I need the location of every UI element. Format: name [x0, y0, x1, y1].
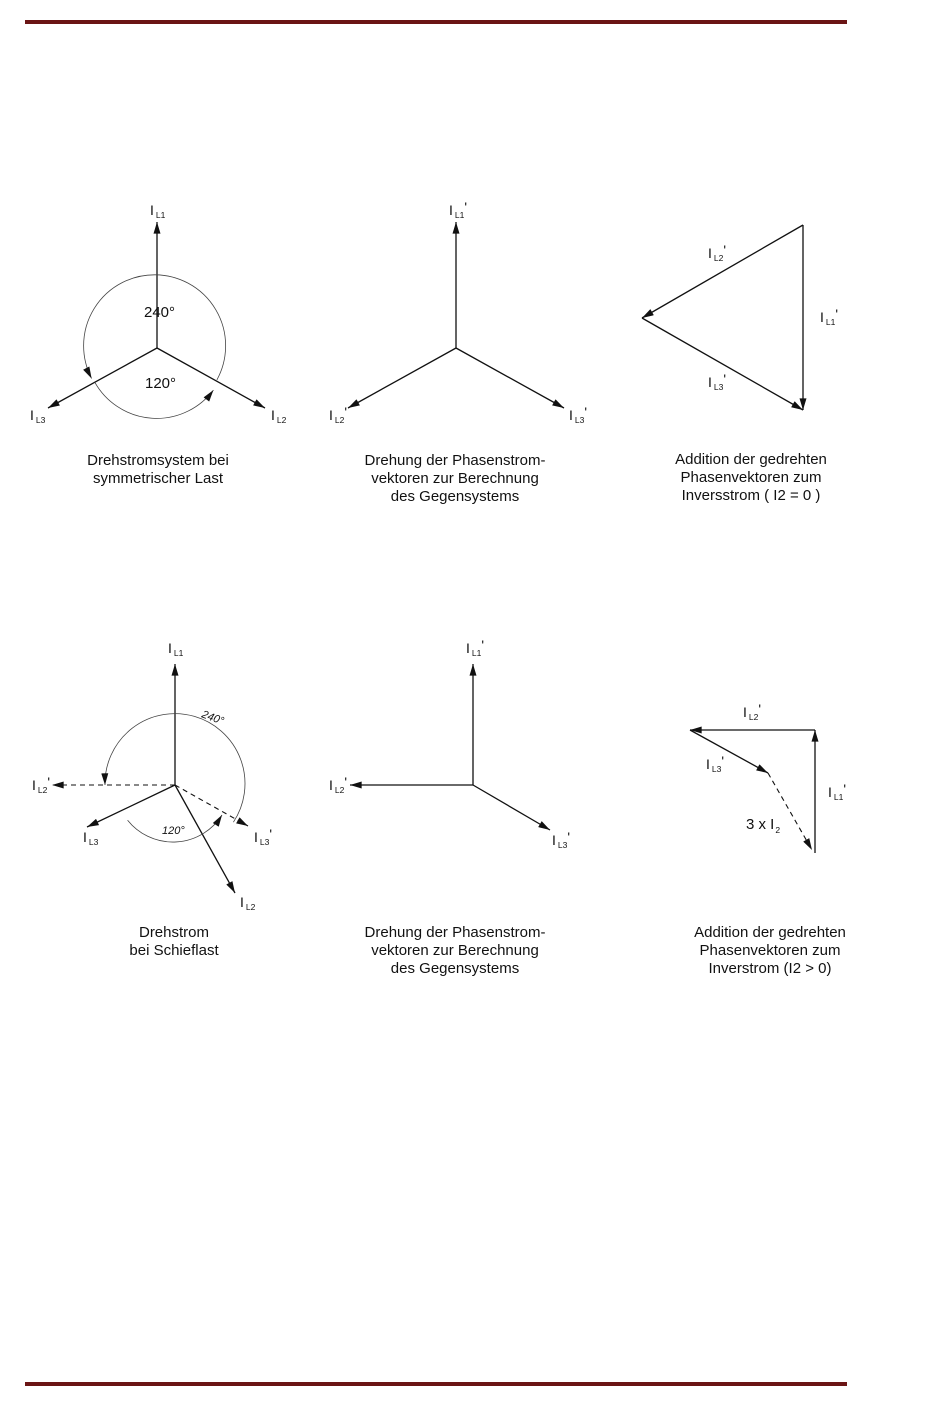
angle-label-240: 240° [199, 708, 226, 728]
label-il3-prime: I $_{L3}$' [708, 371, 727, 392]
panel-addition-2 [690, 701, 846, 977]
caption-line-3: Inversstrom ( I2 = 0 ) [681, 487, 821, 504]
panel-unbalanced-load [32, 640, 272, 959]
caption-line-2: bei Schieflast [129, 942, 219, 959]
label-il2-prime: I $_{L2}$' [708, 242, 727, 263]
vector-il2-prime [642, 225, 803, 318]
caption-line-3: Inverstrom (I2 > 0) [708, 960, 832, 977]
caption-line-1: Addition der gedrehten [694, 924, 846, 941]
label-il2-prime: I $_{L2}$' [32, 774, 51, 795]
label-il1-prime: I $_{L1}$' [820, 306, 839, 327]
caption-line-2: Phasenvektoren zum [699, 942, 841, 959]
vector-il3-prime [456, 348, 564, 408]
caption-line-2: vektoren zur Berechnung [371, 470, 539, 487]
label-il1-prime: I $_{L1}$' [828, 781, 847, 802]
vector-il3-prime [642, 318, 803, 410]
label-il2-prime: I $_{L2}$' [329, 774, 348, 795]
label-il1-prime: I $_{L1}$' [449, 199, 468, 220]
caption-line-2: Phasenvektoren zum [680, 469, 822, 486]
panel-rotation-2 [329, 637, 570, 977]
label-il1: I $_{L1}$ [150, 202, 166, 220]
panel-symmetric-load [30, 202, 287, 487]
caption-line-2: symmetrischer Last [92, 470, 224, 487]
panel-addition-1 [642, 225, 838, 504]
caption-line-3: des Gegensystems [390, 488, 520, 505]
caption-line-1: Addition der gedrehten [675, 451, 827, 468]
label-il2: I $_{L2}$ [271, 407, 287, 425]
angle-label-120: 120° [145, 375, 177, 392]
label-il2-prime: I $_{L2}$' [743, 701, 762, 722]
angle-label-240: 240° [144, 304, 176, 321]
vector-il2-prime [348, 348, 456, 408]
label-il3: I $_{L3}$ [83, 829, 99, 847]
label-il3-prime: I $_{L3}$' [569, 404, 588, 425]
label-il2: I $_{L2}$ [240, 894, 256, 912]
caption-line-1: Drehung der Phasenstrom- [364, 924, 546, 941]
label-il3-prime: I $_{L3}$' [552, 829, 571, 850]
label-il3: I $_{L3}$ [30, 407, 46, 425]
label-il3-prime: I $_{L3}$' [706, 753, 725, 774]
angle-label-120: 120° [162, 825, 185, 837]
label-il3-prime: I $_{L3}$' [254, 826, 273, 847]
vector-il3-prime [473, 785, 550, 830]
label-il2-prime: I $_{L2}$' [329, 404, 348, 425]
vector-3xi2-dashed [768, 773, 812, 850]
panel-rotation-1 [329, 199, 587, 505]
vector-il3 [87, 785, 175, 827]
label-il1-prime: I $_{L1}$' [466, 637, 485, 658]
caption-line-1: Drehung der Phasenstrom- [364, 452, 546, 469]
caption-line-3: des Gegensystems [390, 960, 520, 977]
label-il1: I $_{L1}$ [168, 640, 184, 658]
caption-line-2: vektoren zur Berechnung [371, 942, 539, 959]
vector-il3 [48, 348, 157, 408]
vector-il3-prime [690, 730, 768, 773]
caption-line-1: Drehstrom [138, 924, 210, 941]
vector-il2 [175, 785, 235, 893]
label-3xi2: 3 x $I_2$ [746, 816, 781, 835]
caption-line-1: Drehstromsystem bei [87, 452, 229, 469]
angle-circle-240 [84, 275, 226, 380]
